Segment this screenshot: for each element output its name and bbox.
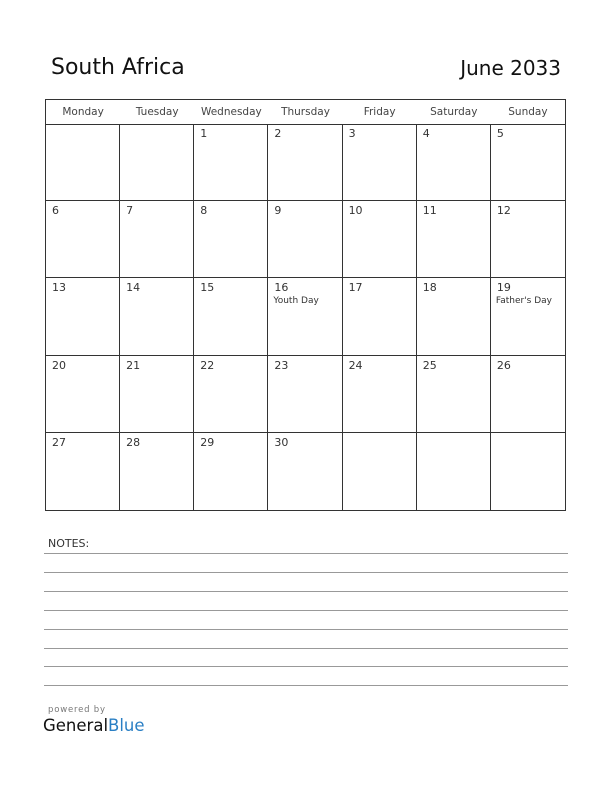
- weekday-sunday: Sunday: [508, 106, 548, 118]
- day-cells: [46, 124, 565, 510]
- day-number: 19: [496, 281, 511, 295]
- day-number: 23: [274, 358, 289, 372]
- day-cell: [343, 278, 417, 355]
- day-number: 11: [422, 204, 437, 218]
- day-cell: [194, 356, 268, 433]
- day-cell: [417, 124, 491, 201]
- day-number: 4: [422, 127, 430, 140]
- day-cell: [268, 433, 342, 510]
- day-number: 13: [52, 281, 66, 295]
- day-cell: [120, 433, 194, 510]
- weekday-wednesday: Wednesday: [200, 106, 262, 118]
- day-cell: [268, 356, 342, 433]
- day-number: 21: [126, 358, 141, 372]
- powered-by-text: powered by: [48, 705, 106, 715]
- day-number: 10: [348, 204, 363, 218]
- holiday-label: Father's Day: [495, 296, 552, 307]
- notes-line: [44, 553, 568, 554]
- day-number: 28: [126, 435, 141, 449]
- day-number: 5: [496, 127, 504, 140]
- day-cell: [491, 433, 565, 510]
- day-number: 22: [200, 358, 215, 372]
- calendar-grid: [45, 99, 566, 511]
- day-cell: [46, 201, 120, 278]
- day-cell: [120, 278, 194, 355]
- weekday-monday: Monday: [62, 106, 104, 118]
- day-number: 18: [422, 281, 437, 295]
- day-cell: [194, 433, 268, 510]
- day-cell: [417, 278, 491, 355]
- day-number: 1: [200, 127, 208, 140]
- day-cell: [46, 433, 120, 510]
- day-number: 24: [348, 358, 363, 372]
- brand-blue: Blue: [108, 716, 145, 735]
- weekday-saturday: Saturday: [430, 106, 478, 118]
- day-cell: [120, 356, 194, 433]
- day-cell: [46, 124, 120, 201]
- day-cell: [343, 124, 417, 201]
- brand-general: General: [43, 716, 109, 735]
- day-cell: [194, 124, 268, 201]
- day-cell: [268, 278, 342, 355]
- generalblue-logo: [43, 716, 145, 735]
- day-cell: [491, 124, 565, 201]
- day-number: 29: [200, 435, 215, 449]
- day-cell: [46, 356, 120, 433]
- day-cell: [343, 201, 417, 278]
- day-number: 9: [274, 204, 282, 218]
- day-number: 7: [126, 204, 134, 218]
- day-cell: [268, 201, 342, 278]
- notes-line: [44, 572, 568, 573]
- notes-line: [44, 629, 568, 630]
- day-number: 12: [496, 204, 511, 218]
- notes-line: [44, 685, 568, 686]
- day-number: 30: [274, 435, 289, 449]
- day-cell: [491, 201, 565, 278]
- weekday-thursday: Thursday: [281, 106, 330, 118]
- day-cell: [417, 433, 491, 510]
- day-cell: [268, 124, 342, 201]
- day-number: 20: [52, 358, 66, 372]
- day-number: 6: [52, 204, 59, 218]
- day-number: 26: [496, 358, 511, 372]
- notes-line: [44, 648, 568, 649]
- day-number: 27: [52, 435, 66, 449]
- day-number: 14: [126, 281, 141, 295]
- holiday-label: Youth Day: [273, 296, 319, 307]
- day-cell: [120, 124, 194, 201]
- day-number: 17: [348, 281, 363, 295]
- day-cell: [343, 356, 417, 433]
- day-number: 8: [200, 204, 208, 218]
- day-cell: [417, 201, 491, 278]
- day-cell: [491, 278, 565, 355]
- notes-line: [44, 666, 568, 667]
- day-cell: [120, 201, 194, 278]
- day-cell: [343, 433, 417, 510]
- notes-line: [44, 610, 568, 611]
- day-cell: [194, 278, 268, 355]
- country-title: South Africa: [51, 55, 185, 80]
- weekday-tuesday: Tuesday: [135, 106, 179, 118]
- day-number: 2: [274, 127, 282, 140]
- month-title: June 2033: [460, 56, 561, 80]
- day-number: 15: [200, 281, 215, 295]
- day-number: 16: [274, 281, 289, 295]
- day-cell: [491, 356, 565, 433]
- notes-label: NOTES:: [48, 537, 90, 550]
- weekday-header: [46, 100, 565, 125]
- day-cell: [46, 278, 120, 355]
- day-cell: [194, 201, 268, 278]
- day-number: 3: [348, 127, 356, 140]
- notes-line: [44, 591, 568, 592]
- day-number: 25: [422, 358, 437, 372]
- day-cell: [417, 356, 491, 433]
- weekday-friday: Friday: [363, 106, 396, 118]
